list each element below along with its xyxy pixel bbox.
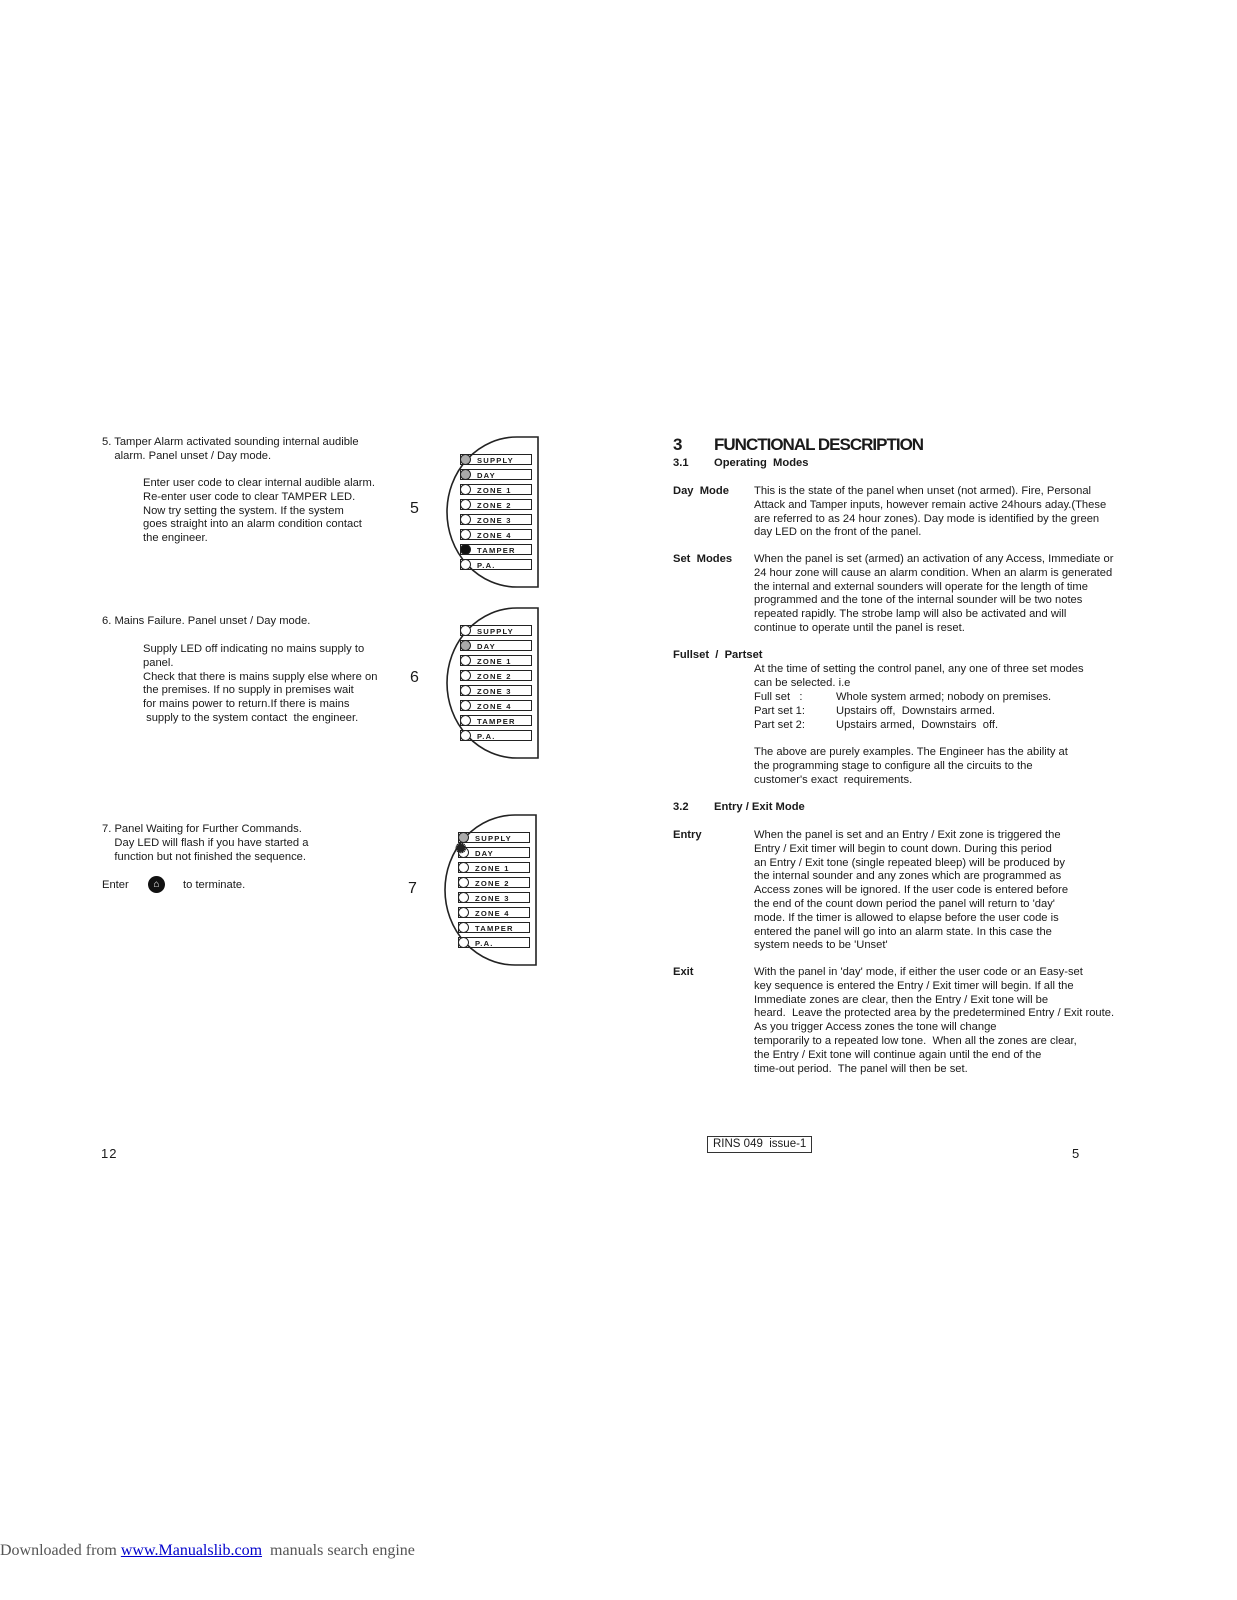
panel5-zone1 (460, 484, 532, 495)
step6-title (102, 615, 310, 629)
text-line: are referred to as 24 hour zones). Day mode is identified by the green (754, 512, 1100, 525)
text-line: Immediate zones are clear, then the Entry / Exit tone will be (754, 993, 1049, 1006)
text-line: the internal sounder and any zones which are programmed as (754, 870, 1062, 883)
step7-title-line: 7. Panel Waiting for Further Commands. (102, 823, 302, 835)
step7-enter-label: Enter (102, 879, 129, 891)
led-label: ZONE 2 (475, 879, 510, 888)
led-icon (460, 700, 471, 711)
led-label: DAY (475, 849, 494, 858)
led-label: ZONE 2 (477, 672, 512, 681)
step5-title-line: alarm. Panel unset / Day mode. (102, 449, 272, 462)
text-line: customer's exact requirements. (754, 773, 913, 786)
exit-text (754, 966, 1114, 1076)
led-label: ZONE 1 (477, 486, 512, 495)
panel5-pa (460, 559, 532, 570)
row-desc: Upstairs off, Downstairs armed. (836, 704, 995, 717)
panel7-day (458, 847, 530, 858)
row-name: Part set 2: (754, 718, 805, 731)
row-desc: Whole system armed; nobody on premises. (836, 691, 1052, 703)
text-line: At the time of setting the control panel, any one of three set modes (754, 663, 1084, 675)
entry-text (754, 829, 1068, 953)
sub32-title: Entry / Exit Mode (714, 801, 805, 813)
led-label: SUPPLY (475, 834, 512, 843)
led-icon (460, 685, 471, 696)
right-page-number: 5 (1072, 1146, 1080, 1161)
led-icon (460, 529, 471, 540)
text-line: an Entry / Exit tone (single repeated bleep) will be produced by (754, 856, 1065, 869)
text-line: With the panel in 'day' mode, if either the user code or an Easy-set (754, 966, 1083, 978)
text-line: repeated rapidly. The strobe lamp will also be activated and will (754, 608, 1067, 621)
row-name: Part set 1: (754, 704, 805, 717)
led-label: ZONE 1 (475, 864, 510, 873)
text-line: When the panel is set (armed) an activation of any Access, Immediate or (754, 553, 1114, 565)
panel7-zone3 (458, 892, 530, 903)
section-number: 3 (673, 435, 682, 454)
led-icon (460, 469, 471, 480)
led-label: SUPPLY (477, 627, 514, 636)
day-mode-label: Day Mode (673, 485, 729, 497)
led-label: P.A. (477, 561, 496, 570)
sub31-title: Operating Modes (714, 457, 809, 469)
step7-terminate-label: to terminate. (183, 879, 246, 891)
panel7-supply (458, 832, 530, 843)
step6-body-line: Check that there is mains supply else where on (143, 670, 378, 683)
text-line: the programming stage to configure all the circuits to the (754, 759, 1033, 772)
step5-body-line: Now try setting the system. If the system (143, 504, 344, 517)
led-icon (460, 625, 471, 636)
step7-title-line: function but not finished the sequence. (102, 850, 307, 863)
panel6-zone3 (460, 685, 532, 696)
led-icon (460, 514, 471, 525)
footer-suffix: manuals search engine (262, 1542, 415, 1559)
panel5-tamper (460, 544, 532, 555)
text-line: entered the panel will go into an alarm state. In this case the (754, 925, 1052, 938)
led-icon (460, 499, 471, 510)
panel6-pa (460, 730, 532, 741)
panel6-zone4 (460, 700, 532, 711)
led-icon (458, 892, 469, 903)
led-icon (460, 640, 471, 651)
download-footer (0, 1542, 415, 1560)
led-label: ZONE 3 (477, 687, 512, 696)
led-label: ZONE 2 (477, 501, 512, 510)
led-icon (460, 484, 471, 495)
step5-body-line: goes straight into an alarm condition contact (143, 518, 362, 531)
text-line: This is the state of the panel when unset (not armed). Fire, Personal (754, 485, 1092, 497)
led-label: ZONE 1 (477, 657, 512, 666)
panel7-zone4 (458, 907, 530, 918)
exit-label: Exit (673, 966, 694, 978)
row-name: Full set : (754, 691, 803, 703)
led-icon (460, 454, 471, 465)
step6-body (143, 643, 377, 726)
step5-body-line: the engineer. (143, 532, 208, 545)
text-line: programmed and the tone of the internal sounder will be two notes (754, 594, 1083, 607)
led-icon (458, 907, 469, 918)
led-panel-7 (430, 814, 540, 966)
panel7-zone1 (458, 862, 530, 873)
fullset-intro (754, 663, 1084, 691)
set-modes-label: Set Modes (673, 553, 733, 565)
led-label: ZONE 4 (477, 702, 512, 711)
text-line: can be selected. i.e (754, 676, 851, 689)
fullset-row (754, 704, 995, 719)
panel6-supply (460, 625, 532, 636)
led-label: P.A. (475, 939, 494, 948)
led-icon (458, 877, 469, 888)
text-line: mode. If the timer is allowed to elapse before the user code is (754, 911, 1059, 924)
step6-body-line: supply to the system contact the engineer. (143, 711, 359, 724)
led-label: P.A. (477, 732, 496, 741)
text-line: the internal and external sounders will operate for the length of time (754, 580, 1088, 593)
text-line: heard. Leave the protected area by the predetermined Entry / Exit route. (754, 1007, 1115, 1020)
panel5-supply (460, 454, 532, 465)
text-line: temporarily to a repeated low tone. When all the zones are clear, (754, 1034, 1077, 1047)
sub32-number: 3.2 (673, 801, 689, 813)
text-line: key sequence is entered the Entry / Exit timer will begin. If all the (754, 979, 1074, 992)
step6-title-line: 6. Mains Failure. Panel unset / Day mode. (102, 615, 311, 627)
step7-title (102, 823, 308, 864)
text-line: The above are purely examples. The Engineer has the ability at (754, 746, 1068, 758)
led-label: ZONE 4 (477, 531, 512, 540)
step7-title-line: Day LED will flash if you have started a (102, 836, 309, 849)
home-key-glyph: ⌂ (148, 876, 165, 893)
text-line: the Entry / Exit tone will continue again until the end of the (754, 1048, 1042, 1061)
panel7-pa (458, 937, 530, 948)
led-icon (458, 922, 469, 933)
section-title: FUNCTIONAL DESCRIPTION (714, 435, 924, 454)
led-icon (460, 670, 471, 681)
fullset-outro (754, 746, 1068, 787)
home-key-icon (148, 876, 165, 894)
left-page-number: 12 (101, 1146, 118, 1161)
led-label: ZONE 3 (477, 516, 512, 525)
step5-body (143, 477, 375, 546)
led-icon (460, 559, 471, 570)
footer-prefix: Downloaded from (0, 1542, 121, 1559)
entry-label: Entry (673, 829, 702, 841)
led-icon (458, 862, 469, 873)
manualslib-link[interactable]: www.Manualslib.com (120, 1542, 263, 1559)
figure-number-6: 6 (410, 669, 419, 686)
text-line: 24 hour zone will cause an alarm condition. When an alarm is generated (754, 566, 1113, 579)
fullset-row (754, 718, 999, 733)
led-label: TAMPER (475, 924, 514, 933)
led-label: ZONE 4 (475, 909, 510, 918)
panel7-tamper (458, 922, 530, 933)
step5-body-line: Enter user code to clear internal audible alarm. (143, 477, 375, 489)
led-label: TAMPER (477, 546, 516, 555)
text-line: When the panel is set and an Entry / Exit zone is triggered the (754, 829, 1061, 841)
step5-title-line: 5. Tamper Alarm activated sounding internal audible (102, 436, 359, 448)
panel6-zone1 (460, 655, 532, 666)
row-desc: Upstairs armed, Downstairs off. (836, 718, 999, 731)
led-panel-6 (432, 607, 542, 759)
step5-body-line: Re-enter user code to clear TAMPER LED. (143, 490, 356, 503)
panel5-zone2 (460, 499, 532, 510)
text-line: day LED on the front of the panel. (754, 526, 922, 539)
text-line: As you trigger Access zones the tone will change (754, 1021, 997, 1034)
text-line: time-out period. The panel will then be set. (754, 1062, 968, 1075)
flashing-led-icon (458, 847, 469, 858)
led-label: DAY (477, 471, 496, 480)
panel6-tamper (460, 715, 532, 726)
step6-body-line: Supply LED off indicating no mains supply to (143, 643, 365, 655)
fullset-rows (754, 691, 1052, 732)
text-line: the end of the count down period the panel will return to 'day' (754, 897, 1055, 910)
led-icon (460, 655, 471, 666)
led-icon (458, 937, 469, 948)
led-icon (460, 544, 471, 555)
led-label: DAY (477, 642, 496, 651)
led-label: TAMPER (477, 717, 516, 726)
fullset-label: Fullset / Partset (673, 649, 763, 661)
led-label: ZONE 3 (475, 894, 510, 903)
document-reference: RINS 049 issue-1 (707, 1136, 812, 1153)
panel5-zone4 (460, 529, 532, 540)
led-panel-5 (432, 436, 542, 588)
panel5-zone3 (460, 514, 532, 525)
set-modes-text (754, 553, 1113, 636)
led-icon (460, 715, 471, 726)
fullset-row (754, 691, 1052, 705)
text-line: continue to operate until the panel is reset. (754, 621, 965, 634)
led-icon (460, 730, 471, 741)
step5-title (102, 436, 359, 464)
panel6-day (460, 640, 532, 651)
led-label: SUPPLY (477, 456, 514, 465)
panel5-day (460, 469, 532, 480)
day-mode-text (754, 485, 1106, 540)
text-line: Access zones will be ignored. If the user code is entered before (754, 884, 1069, 897)
figure-number-5: 5 (410, 500, 419, 517)
text-line: Attack and Tamper inputs, however remain active 24hours aday.(These (754, 498, 1107, 511)
text-line: Entry / Exit timer will begin to count down. During this period (754, 842, 1052, 855)
panel6-zone2 (460, 670, 532, 681)
figure-number-7: 7 (408, 880, 417, 897)
text-line: system needs to be 'Unset' (754, 939, 888, 952)
step6-body-line: for mains power to return.If there is mains (143, 698, 350, 711)
step6-body-line: the premises. If no supply in premises wait (143, 684, 354, 697)
sub31-number: 3.1 (673, 457, 689, 469)
step6-body-line: panel. (143, 656, 174, 669)
panel7-zone2 (458, 877, 530, 888)
